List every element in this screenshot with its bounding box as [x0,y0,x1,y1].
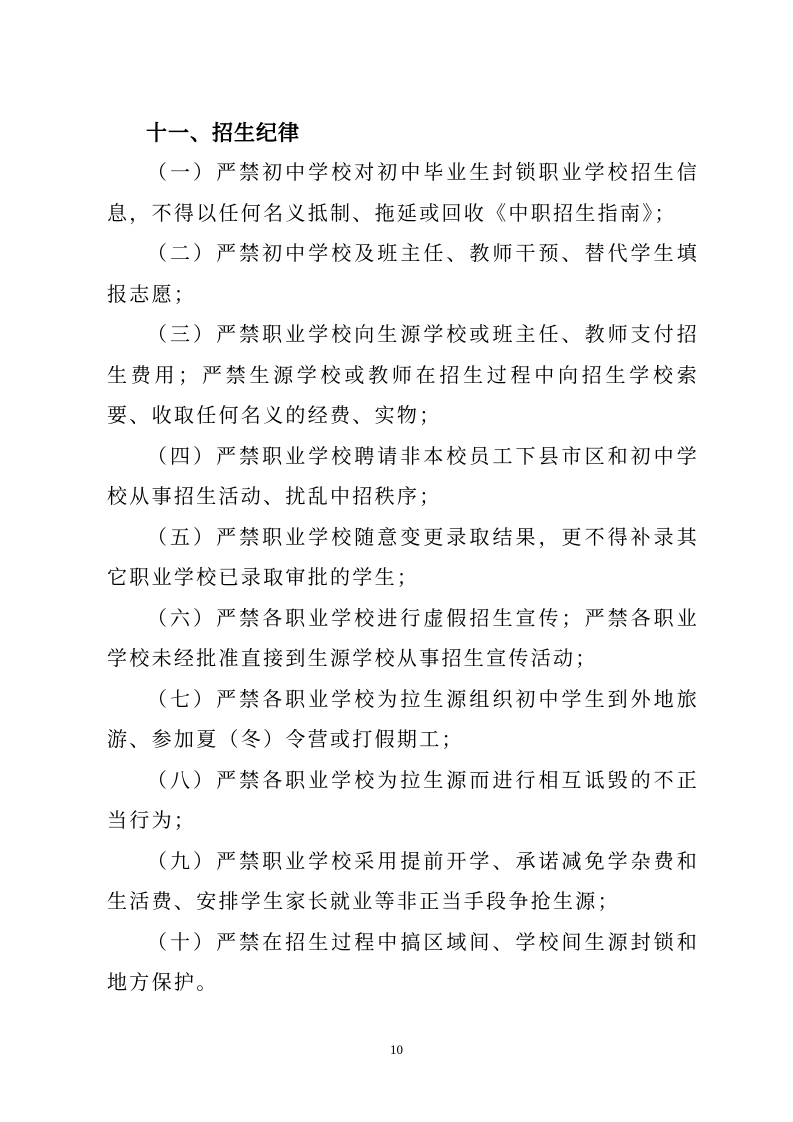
paragraph-9: （九）严禁职业学校采用提前开学、承诺减免学杂费和生活费、安排学生家长就业等非正当手段争抢生源； [107,848,699,913]
section-heading: 十一、招生纪律 [146,121,300,145]
paragraph-5: （五）严禁职业学校随意变更录取结果，更不得补录其它职业学校已录取审批的学生； [107,524,699,589]
page-number: 10 [390,1042,403,1057]
section-body [107,152,699,1003]
paragraph-10: （十）严禁在招生过程中搞区域间、学校间生源封锁和地方保护。 [107,929,699,994]
paragraph-3: （三）严禁职业学校向生源学校或班主任、教师支付招生费用；严禁生源学校或教师在招生过程中向招生学校索要、收取任何名义的经费、实物； [107,322,699,427]
paragraph-8: （八）严禁各职业学校为拉生源而进行相互诋毁的不正当行为； [107,767,699,832]
paragraph-6: （六）严禁各职业学校进行虚假招生宣传；严禁各职业学校未经批准直接到生源学校从事招生宣传活动； [107,605,699,670]
paragraph-4: （四）严禁职业学校聘请非本校员工下县市区和初中学校从事招生活动、扰乱中招秩序； [107,443,699,508]
paragraph-7: （七）严禁各职业学校为拉生源组织初中学生到外地旅游、参加夏（冬）令营或打假期工； [107,686,699,751]
paragraph-2: （二）严禁初中学校及班主任、教师干预、替代学生填报志愿； [107,241,699,306]
paragraph-1: （一）严禁初中学校对初中毕业生封锁职业学校招生信息，不得以任何名义抵制、拖延或回收《中职招生指南》； [107,160,699,225]
